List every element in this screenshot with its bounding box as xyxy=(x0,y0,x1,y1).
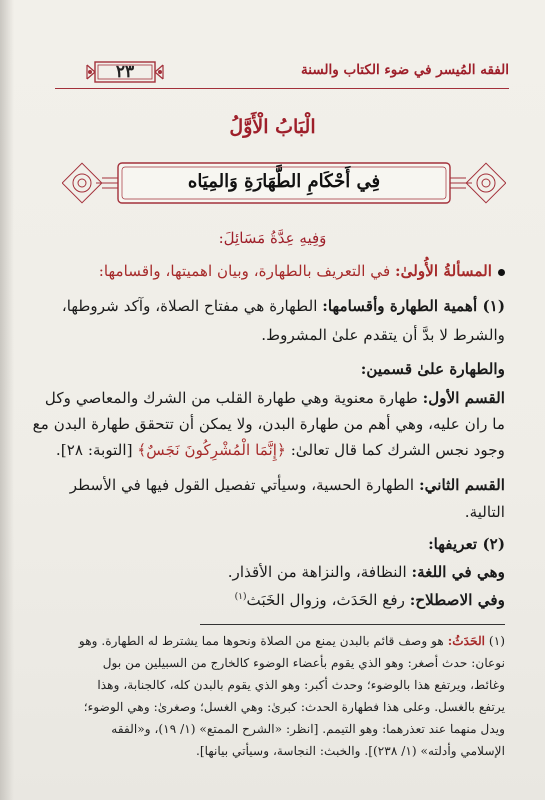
paragraph-line: والطهارة علىٰ قسمين: xyxy=(360,360,505,378)
bullet-icon xyxy=(498,269,505,276)
definition-lead: وهي في اللغة: xyxy=(411,563,505,581)
paragraph-text: وجود نجس الشرك كما قال تعالىٰ: xyxy=(290,441,505,459)
footnote-text: هو وصف قائم بالبدن يمنع من الصلاة ونحوها مما يشترط له الطهارة. وهو xyxy=(78,634,444,648)
page-number-frame xyxy=(85,61,165,83)
paragraph-line xyxy=(46,389,505,407)
paragraph-text: الطهارة الحسية، وسيأتي تفصيل القول فيها في الأسطر xyxy=(69,476,415,494)
page-number: ٢٣ xyxy=(115,62,135,82)
issue-heading xyxy=(46,262,505,280)
definition-lead: وفي الاصطلاح: xyxy=(409,591,505,609)
paragraph-line xyxy=(46,441,505,459)
paragraph-text: النظافة، والنزاهة من الأقذار. xyxy=(227,563,407,581)
footnote-line: الإسلامي وأدلته» (١/ ٢٣٨)]. والخبث: النجاسة، وسيأتي بيانها]. xyxy=(196,744,505,758)
paragraph-line xyxy=(46,563,505,581)
header-rule xyxy=(55,88,509,89)
paragraph-line: والشرط لا بدَّ أن يتقدم علىٰ المشروط. xyxy=(261,326,505,344)
banner-heading: فِي أَحْكَامِ الطَّهَارَةِ وَالمِيَاه xyxy=(187,171,381,192)
footnote-rule xyxy=(200,624,505,625)
running-header xyxy=(55,52,509,92)
paragraph-line: التالية. xyxy=(464,503,505,521)
section-banner xyxy=(62,160,506,206)
paragraph-text: الطهارة هي مفتاح الصلاة، وآكد شروطها، xyxy=(61,297,318,315)
section-lead: القسم الأول: xyxy=(422,389,505,407)
paragraph-line xyxy=(46,297,505,315)
paragraph-text: طهارة معنوية وهي طهارة القلب من الشرك والمعاصي وكل xyxy=(44,389,418,407)
footnote-line: يرتفع بالغسل. وعلى هذا فطهارة الحدث: كبرىٰ: وهي الغسل؛ وصغرىٰ: وهي الوضوء؛ xyxy=(83,700,505,714)
issue-text: في التعريف بالطهارة، وبيان اهميتها، واقسامها: xyxy=(98,262,391,280)
footnote-number: (١) xyxy=(488,634,505,648)
paragraph-line xyxy=(46,591,505,609)
footnote-line xyxy=(46,634,505,648)
footnote-line: نوعان: حدث أصغر: وهو الذي يقوم بأعضاء الوضوء كالخارج من السبيلين من بول xyxy=(102,656,505,670)
paragraph-line: ما ران عليه، وهي أهم من طهارة البدن، ولا يمكن أن تتحقق طهارة البدن مع xyxy=(32,415,505,433)
definition-heading: (٢) تعريفها: xyxy=(428,535,505,553)
section-lead: القسم الثاني: xyxy=(418,476,505,494)
chapter-title: الْبَابُ الْأَوَّلُ xyxy=(229,116,316,138)
paragraph-line xyxy=(46,476,505,494)
footnote-marker: (١) xyxy=(234,591,247,602)
paragraph-lead: (١) أهمية الطهارة وأقسامها: xyxy=(322,297,505,315)
issue-label: المسألةُ الأُولىٰ: xyxy=(395,262,492,280)
verse-reference: [التوبة: ٢٨]. xyxy=(55,441,133,459)
footnote-term: الحَدَثُ: xyxy=(447,634,486,648)
chapter-subtitle: وَفِيهِ عِدَّةُ مَسَائِلَ: xyxy=(218,229,327,247)
footnote-line: وغائط، ويرتفع هذا بالوضوء؛ وحدث أكبر: وهو الذي يقوم بالبدن كله، كالجنابة، وهذا xyxy=(97,678,505,692)
paragraph-text: رفع الحَدَث، وزوال الخَبَث xyxy=(246,591,405,609)
quran-verse: ﴿إِنَّمَا الْمُشْرِكُونَ نَجَسٌ﴾ xyxy=(137,441,286,459)
footnote-line: ويدل منهما عند تعذرهما: وهو التيمم. [انظر: «الشرح الممتع» (١/ ١٩)، و«الفقه xyxy=(111,722,505,736)
book-title: الفقه المُيسر في ضوء الكتاب والسنة xyxy=(301,62,509,78)
